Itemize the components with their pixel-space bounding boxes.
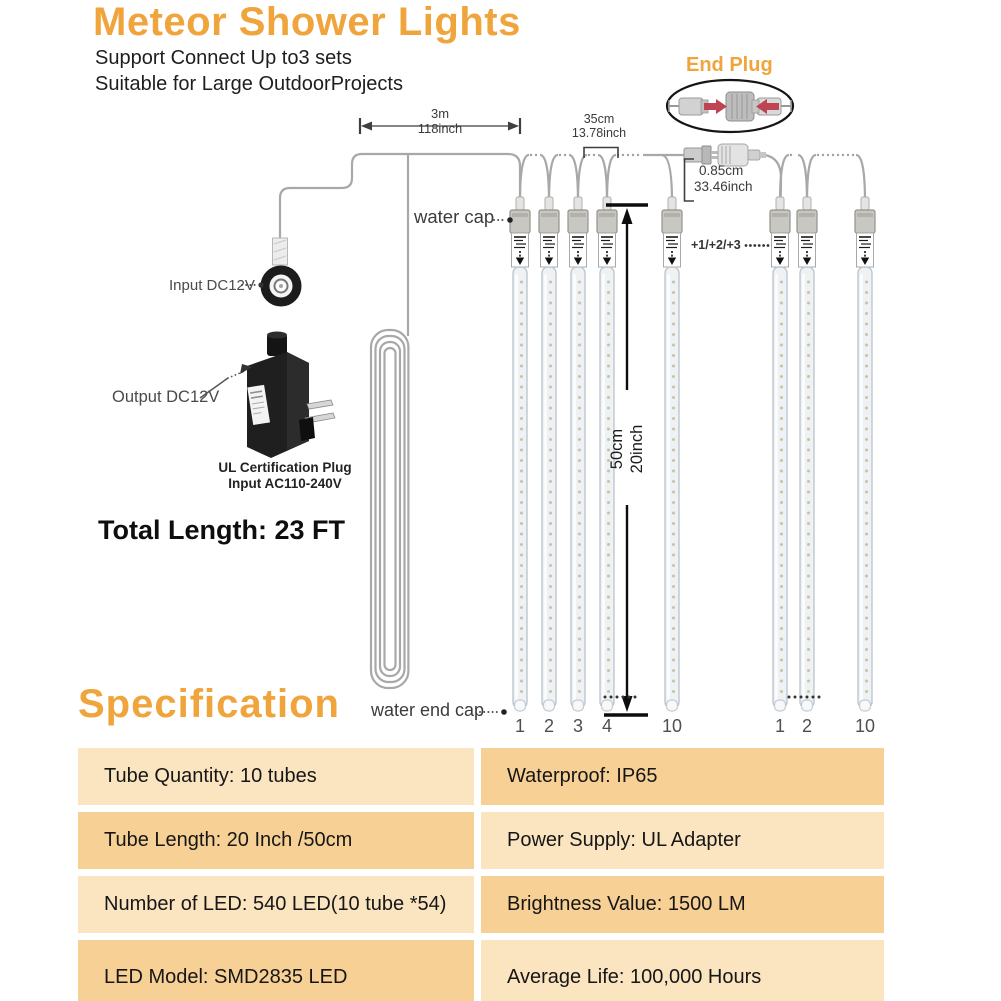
wire-coil (371, 330, 408, 688)
measure-50cm-metric: 50cm (608, 428, 626, 470)
ul-plug-line1: UL Certification Plug (218, 460, 352, 475)
spec-cell: Power Supply: UL Adapter (481, 812, 884, 869)
input-dc12v-label: Input DC12V (169, 277, 255, 294)
tube-number: 10 (661, 716, 683, 736)
connect-sets-label: +1/+2/+3 (691, 238, 741, 252)
spec-cell: Brightness Value: 1500 LM (481, 876, 884, 933)
end-plug-label: End Plug (686, 54, 773, 76)
total-length-label: Total Length: 23 FT (98, 515, 345, 545)
page-title: Meteor Shower Lights (93, 0, 521, 44)
tube-number: 10 (854, 716, 876, 736)
spec-cell: Number of LED: 540 LED(10 tube *54) (78, 876, 474, 933)
tube-number: 2 (543, 716, 554, 736)
measure-35cm-label (556, 112, 642, 140)
led-tube (568, 197, 588, 711)
measure-3m-label (395, 107, 485, 136)
tube-number: 1 (514, 716, 525, 736)
measure-085cm-metric: 0.85cm (699, 163, 744, 178)
led-tube (797, 197, 817, 711)
led-tubes (510, 197, 875, 711)
power-adapter (247, 332, 335, 459)
measure-50cm-label (607, 394, 649, 504)
spec-cell: Waterproof: IP65 (481, 748, 884, 805)
tube-number: 3 (572, 716, 583, 736)
end-plug-callout (667, 80, 793, 132)
spec-cell: LED Model: SMD2835 LED (78, 940, 474, 1001)
tube-number: 2 (801, 716, 812, 736)
led-tube (855, 197, 875, 711)
tube-number: 4 (601, 716, 612, 736)
measure-085cm-label (694, 163, 753, 195)
spec-table (78, 748, 884, 1001)
measure-085-bracket (685, 159, 695, 201)
led-tube (510, 197, 530, 711)
subtitle-line-1: Support Connect Up to3 sets (95, 47, 352, 69)
measure-35cm-metric: 35cm (583, 112, 615, 126)
water-cap-label: water cap (414, 206, 495, 227)
measure-50cm-inches: 20inch (628, 424, 646, 474)
subtitle-line-2: Suitable for Large OutdoorProjects (95, 73, 403, 95)
measure-3m-inches: 118inch (417, 120, 463, 136)
spec-cell: Average Life: 100,000 Hours (481, 940, 884, 1001)
measure-085cm-inches: 33.46inch (694, 179, 753, 194)
measure-3m-metric: 3m (430, 106, 450, 121)
water-end-cap-label: water end cap (371, 700, 485, 720)
ul-plug-line2: Input AC110-240V (228, 476, 342, 491)
tube-number: 1 (774, 716, 785, 736)
spec-cell: Tube Length: 20 Inch /50cm (78, 812, 474, 869)
output-dc12v-label: Output DC12V (112, 388, 220, 406)
dc-input-connector (265, 238, 297, 302)
ul-plug-label (185, 460, 385, 492)
spec-heading: Specification (78, 682, 340, 726)
led-tube (539, 197, 559, 711)
measure-35cm-inches: 13.78inch (571, 126, 627, 140)
led-tube (770, 197, 790, 711)
spec-cell: Tube Quantity: 10 tubes (78, 748, 474, 805)
led-tube (662, 197, 682, 711)
water-cap-leader (494, 217, 513, 223)
